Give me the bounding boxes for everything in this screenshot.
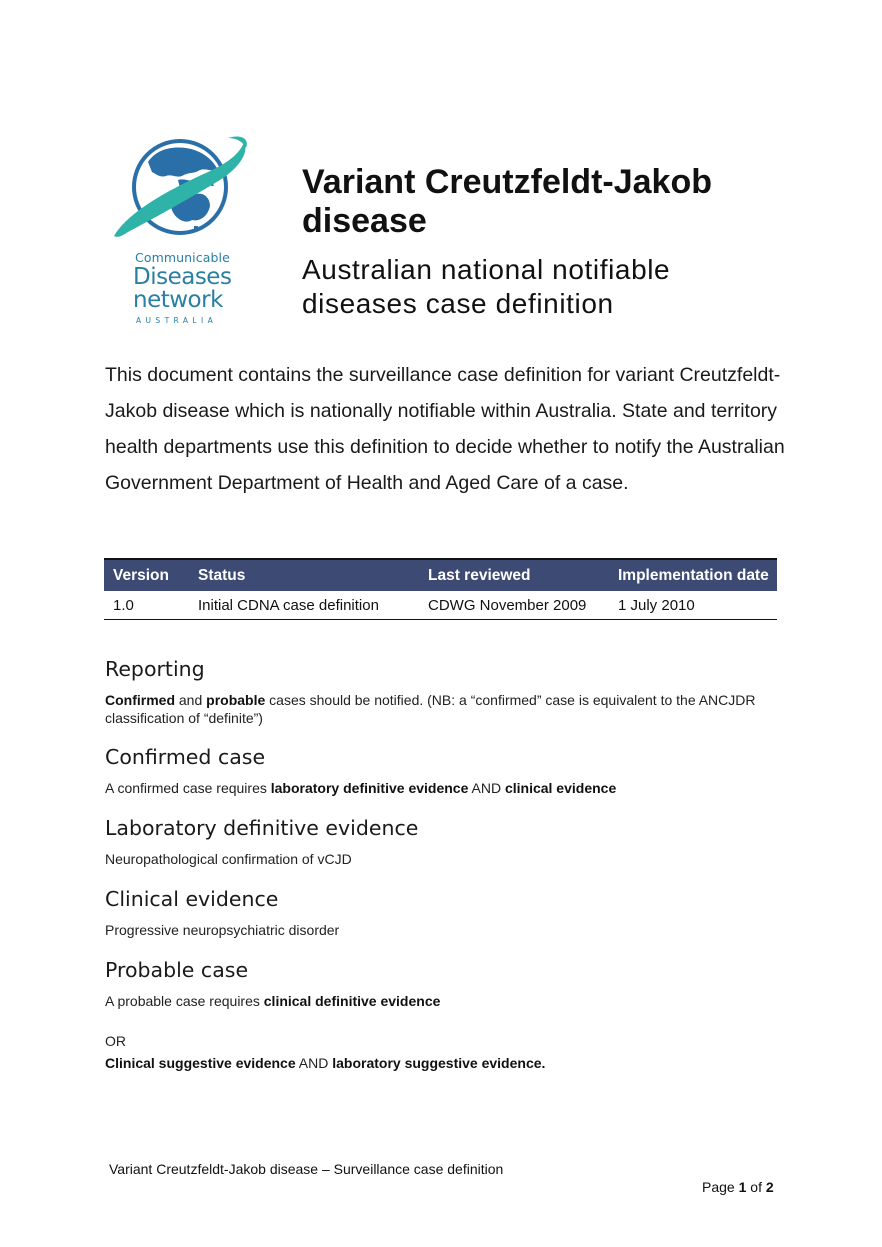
probable-paragraph-2: [105, 1054, 785, 1072]
version-table: [104, 558, 777, 620]
heading-clinical-evidence: Clinical evidence: [105, 887, 279, 911]
table-header-implementation-date: Implementation date: [609, 559, 777, 591]
page-current: 1: [738, 1179, 747, 1195]
reporting-text-2: cases should be notified. (NB: a “confirmed” case is equivalent to the ANCJDR classification of “definite”): [105, 692, 756, 726]
probable-text-2: AND: [295, 1055, 333, 1071]
confirmed-text-2: AND: [468, 780, 505, 796]
confirmed-bold-lab: laboratory definitive evidence: [270, 780, 469, 796]
reporting-text-1: and: [175, 692, 207, 708]
table-cell-status: Initial CDNA case definition: [189, 591, 419, 620]
clinical-paragraph: Progressive neuropsychiatric disorder: [105, 922, 340, 938]
logo-line-4: AUSTRALIA: [136, 316, 218, 325]
table-row: [104, 591, 777, 620]
page-total: 2: [765, 1179, 774, 1195]
page-mid: of: [746, 1179, 766, 1195]
probable-text-1: A probable case requires: [105, 993, 264, 1009]
page-prefix: Page: [702, 1179, 739, 1195]
heading-probable-case: Probable case: [105, 958, 249, 982]
reporting-bold-confirmed: Confirmed: [105, 692, 175, 708]
table-header-row: [104, 559, 777, 591]
logo-line-2: Diseases: [133, 264, 232, 290]
probable-paragraph: [105, 992, 785, 1010]
probable-bold-clinical-suggestive: Clinical suggestive evidence: [105, 1055, 296, 1071]
intro-paragraph: This document contains the surveillance case definition for variant Creutzfeldt-Jakob disease which is nationally notifiable within Australia. State and territory health departments use this definition to decide whether to notify the Australian Government Department of Health and Aged Care of a case.: [105, 364, 785, 494]
probable-bold-lab-suggestive: laboratory suggestive evidence.: [332, 1055, 546, 1071]
table-cell-implementation-date: 1 July 2010: [609, 591, 777, 620]
document-title: Variant Creutzfeldt-Jakob disease: [302, 163, 712, 240]
table-cell-last-reviewed: CDWG November 2009: [419, 591, 609, 620]
globe-australia-icon: [108, 132, 254, 252]
table-header-last-reviewed: Last reviewed: [419, 559, 609, 591]
heading-confirmed-case: Confirmed case: [105, 745, 266, 769]
logo-line-1: Communicable: [135, 250, 230, 265]
table-header-version: Version: [104, 559, 189, 591]
heading-reporting: Reporting: [105, 657, 205, 681]
page-number: [702, 1179, 774, 1195]
logo-line-3: network: [133, 287, 223, 313]
table-cell-version: 1.0: [104, 591, 189, 620]
reporting-bold-probable: probable: [206, 692, 266, 708]
table-header-status: Status: [189, 559, 419, 591]
confirmed-text-1: A confirmed case requires: [105, 780, 271, 796]
confirmed-bold-clinical: clinical evidence: [504, 780, 617, 796]
reporting-paragraph: [105, 691, 785, 727]
document-subtitle: Australian national notifiable diseases case definition: [302, 254, 671, 319]
probable-bold-clinical-definitive: clinical definitive evidence: [263, 993, 441, 1009]
lab-definitive-paragraph: Neuropathological confirmation of vCJD: [105, 851, 352, 867]
probable-or: OR: [105, 1033, 126, 1049]
heading-lab-definitive-evidence: Laboratory definitive evidence: [105, 816, 419, 840]
confirmed-paragraph: [105, 779, 785, 797]
footer-text: Variant Creutzfeldt-Jakob disease – Surveillance case definition: [109, 1161, 504, 1177]
